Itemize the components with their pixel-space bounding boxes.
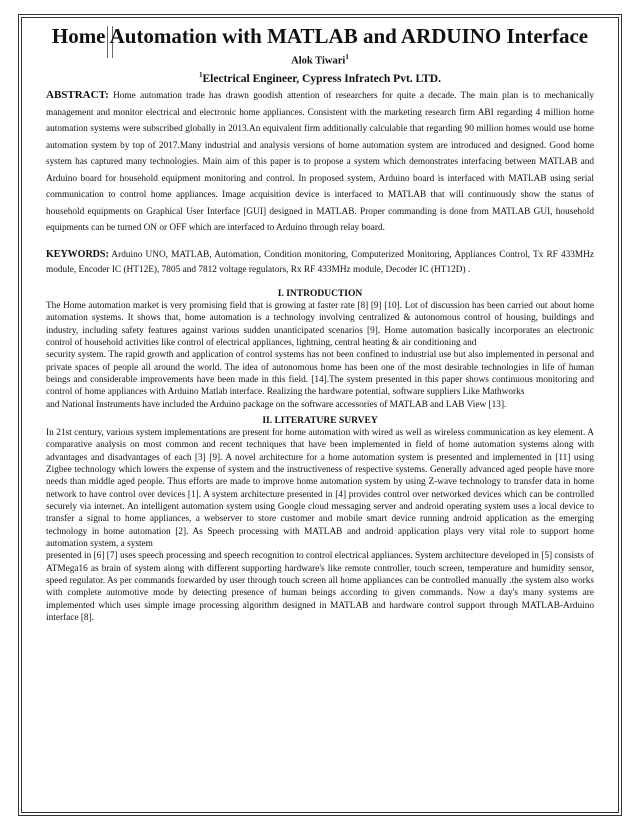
abstract <box>46 87 594 237</box>
abstract-text: Home automation trade has drawn goodish attention of researchers for quite a decade. The main plan is to mechanically management and monitor electrical and electronic home appliances. Consistent with the marketing research firm ABI regarding 4 million home automation systems were subscribed globally in 2013.An equivalent firm additionally calculable that regarding 90 million homes would use home automation system by top of 2017.Many industrial and analysis versions of home automation system are introduced and designed. Good home system has captured many technologies. Main aim of this paper is to propose a system which demonstrates interfacing between MATLAB and Arduino board for household equipment monitoring and control. In proposed system, Arduino board is interfaced with MATLAB using serial communication to control home appliances. Image acquisition device is interfaced to MATLAB that will continuously show the status of household equipments on Graphical User Interface [GUI] designed in MATLAB. Proper commanding is done from MATLAB GUI, household equipments can be turned ON or OFF which are interfaced to Arduino through relay board. <box>46 91 595 234</box>
intro-paragraph: security system. The rapid growth and application of control systems has not been confined to industrial use but also implemented in personal and private spaces of people all around the world. The idea of autonomous home has been one of the most desirable technologies in life of human beings and considerable improvements have been made in this field. [14].The system presented in this paper shows continuous monitoring and control of home appliances with Arduino Matlab interface. Realizing the hardware potential, software suppliers Like Mathworks <box>46 350 594 398</box>
affiliation-line <box>46 68 594 86</box>
survey-paragraph: presented in [6] [7] uses speech processing and speech recognition to control electrical appliances. System architecture developed in [5] consists of ATMega16 as brain of system along with different supporting hardware's like remote controller, touch screen, temperature and humidity sensor, speed regulator. As per commands forwarded by user through touch screen all home appliances can be controlled manually .the system also works with complete automotive mode by detecting presence of human beings according to given commands. Now a day's many systems are implemented which uses simple image processing algorithm designed in MATLAB and hardware control support through MATLAB-Arduino interface [8]. <box>46 551 594 624</box>
abstract-label: ABSTRACT: <box>46 89 109 102</box>
section-heading-introduction: I. INTRODUCTION <box>277 288 363 299</box>
author-name: Alok Tiwari <box>291 55 346 67</box>
survey-paragraph: In 21st century, various system implementations are present for home automation with wired as well as wireless communication as key element. A comparative analysis on most common and recent techniques that have been implemented in field of home automation systems along with advantages and disadvantages of each [3] [9]. A novel architecture for a home automation system is presented and implemented in [11] using Zigbee technology which lowers the expense of system and the instructiveness of respective systems. Generally advanced aged people have more needs than middle aged people. Thus efforts are made to improve home automation system by using Z-wave technology to transfer data in home network to have control over devices [1]. A system architecture presented in [4] provides control over networked devices which can be controlled securely via internet. An intelligent automation system using Google cloud messaging server and android operating system uses a local device to transfer a signal to home appliances, a webserver to store customer and mobile smart device running android application as the emerging technology in home automation [2]. As Speech processing with MATLAB and android application plays very vital role to support home automation system, a system <box>46 427 594 550</box>
section-heading-literature-survey: II. LITERATURE SURVEY <box>262 415 378 426</box>
affiliation-superscript: 1 <box>198 70 203 79</box>
keywords-text: Arduino UNO, MATLAB, Automation, Condition monitoring, Computerized Monitoring, Appliances Control, Tx RF 433MHz module, Encoder IC (HT12E), 7805 and 7812 voltage regulators, Rx RF 433MHz module, Decoder IC (HT12D) . <box>46 249 595 275</box>
intro-paragraph: and National Instruments have included the Arduino package on the software accessories of MATLAB and LAB View [13]. <box>46 399 507 410</box>
author-superscript: 1 <box>345 53 349 61</box>
intro-paragraph: The Home automation market is very promising field that is growing at faster rate [8] [9] [10]. Lot of discussion has been carried out about home automation systems. It shows that, home automation is a technology involving centralized & autonomous control of housing, buildings and industry, including safety features against various sudden unanticipated scenarios [9]. Home automation basically incorporates an electronic control of household activities like control of electrical appliances, lightning, central heating & air conditioning and <box>46 300 594 348</box>
keywords <box>46 247 594 278</box>
keywords-label: KEYWORDS: <box>46 248 109 260</box>
paper-content <box>46 24 594 624</box>
author-line <box>46 51 594 68</box>
paper-title: Home Automation with MATLAB and ARDUINO Interface <box>51 24 589 48</box>
affiliation: Electrical Engineer, Cypress Infratech Pvt. LTD. <box>202 72 441 85</box>
